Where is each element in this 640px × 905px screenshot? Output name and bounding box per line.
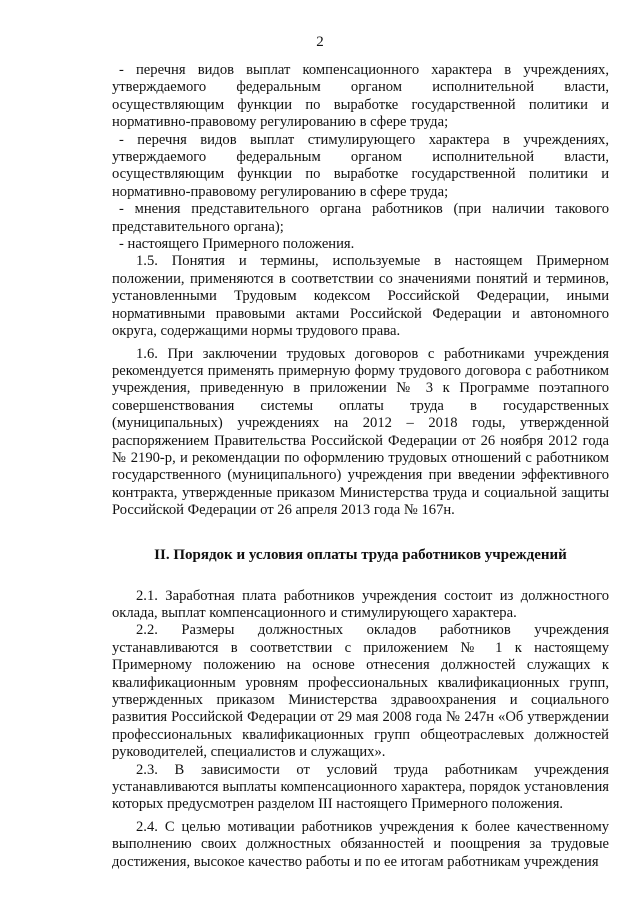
paragraph-2-1: 2.1. Заработная плата работников учреждения состоит из должностного оклада, выплат компенсационного и стимулирующего характера.: [112, 587, 609, 621]
list-item-compensation-list: - перечня видов выплат компенсационного характера в учреждениях, утверждаемого федеральным органом исполнительной власти, осуществляющим функции по выработке государственной политики и нормативно-правовому регулированию в сфере труда;: [112, 62, 609, 131]
paragraph-1-6: 1.6. При заключении трудовых договоров с работниками учреждения рекомендуется применять примерную форму трудового договора с работником учреждения, приведенную в приложении № 3 к Программе поэтапного совершенствования системы оплаты труда в государственных (муниципальных) учреждениях на 2012 – 2018 годы, утвержденной распоряжением Правительства Российской Федерации от 26 ноября 2012 года № 2190-р, и рекомендации по оформлению трудовых отношений с работником государственного (муниципального) учреждения при введении эффективного контракта, утвержденные приказом Министерства труда и социальной защиты Российской Федерации от 26 апреля 2013 года № 167н.: [112, 345, 609, 519]
paragraph-2-3: 2.3. В зависимости от условий труда работникам учреждения устанавливаются выплаты компенсационного характера, порядок установления которых предусмотрен разделом III настоящего Примерного положения.: [112, 761, 609, 813]
page-number: 2: [316, 34, 324, 50]
paragraph-2-4: 2.4. С целью мотивации работников учреждения к более качественному выполнению своих должностных обязанностей и поощрения за трудовые достижения, высокое качество работы и по ее итогам работникам учреждения: [112, 818, 609, 870]
list-item-incentive-list: - перечня видов выплат стимулирующего характера в учреждениях, утверждаемого федеральным органом исполнительной власти, осуществляющим функции по выработке государственной политики и нормативно-правовому регулированию в сфере труда;: [112, 131, 609, 200]
paragraph-2-2: 2.2. Размеры должностных окладов работников учреждения устанавливаются в соответствии с приложением № 1 к настоящему Примерному положению на основе отнесения должностей служащих к квалификационным уровням профессиональных квалификационных групп, утвержденных приказом Министерства здравоохранения и социального развития Российской Федерации от 29 мая 2008 года № 247н «Об утверждении профессиональных квалификационных групп общеотраслевых должностей руководителей, специалистов и служащих».: [112, 622, 609, 761]
document-body: [112, 62, 609, 871]
paragraph-1-5: 1.5. Понятия и термины, используемые в настоящем Примерном положении, применяются в соответствии со значениями понятий и терминов, установленными Трудовым кодексом Российской Федерации, иными нормативными правовыми актами Российской Федерации и автономного округа, содержащими нормы трудового права.: [112, 253, 609, 340]
list-item-representative-opinion: - мнения представительного органа работников (при наличии такового представительного органа);: [112, 201, 609, 235]
section-heading: II. Порядок и условия оплаты труда работников учреждений: [154, 546, 567, 563]
list-item-this-regulation: - настоящего Примерного положения.: [119, 236, 355, 253]
